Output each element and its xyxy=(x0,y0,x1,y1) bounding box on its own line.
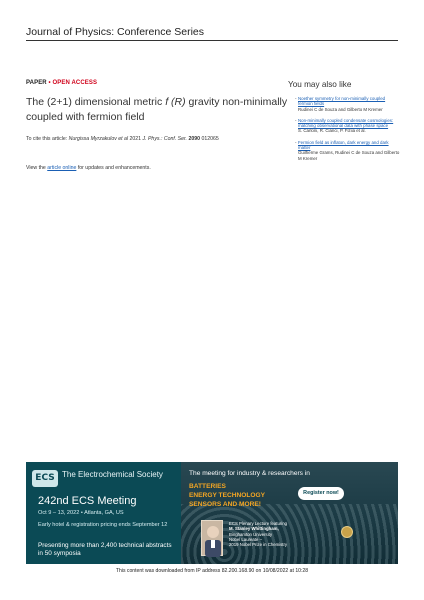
related-article-link[interactable]: - Noether symmetry for non-minimally coupled fermion fields xyxy=(298,96,386,107)
related-article-link[interactable]: - Fermion field as inflaton, dark energy and dark matter xyxy=(298,139,389,151)
cite-prefix: To cite this article: xyxy=(26,136,69,142)
list-item xyxy=(288,140,400,161)
meeting-date: Oct 9 – 13, 2022 • Atlanta, GA, US xyxy=(38,510,124,516)
paper-label: PAPER xyxy=(26,80,47,86)
view-online-line xyxy=(26,165,288,171)
title-part-1: The (2+1) dimensional metric xyxy=(26,96,166,108)
related-article-authors: Guilherme Grams, Rudinei C de Souza and Gilberto M Kremer xyxy=(298,150,400,161)
banner-left-panel xyxy=(26,462,181,564)
society-name xyxy=(62,470,178,479)
article-main xyxy=(26,80,288,171)
plenary-line: Binghamton University xyxy=(229,531,272,537)
related-article-authors: Rudinei C de Souza and Gilberto M Kremer xyxy=(298,106,383,112)
ecs-logo: ECS xyxy=(32,470,58,487)
related-list xyxy=(288,96,400,161)
title-part-2: gravity non-minimally coupled with fermion field xyxy=(26,96,288,123)
download-note: This content was downloaded from IP address 82.200.168.90 on 10/08/2022 at 10:28 xyxy=(115,568,309,574)
plenary-line: Nobel Laureate – xyxy=(229,536,262,542)
journal-name: Journal of Physics: Conference Series xyxy=(26,26,205,38)
ecs-meeting-advertisement[interactable] xyxy=(26,462,398,564)
topic-energy: ENERGY TECHNOLOGY xyxy=(189,492,266,499)
cite-journal: J. Phys.: Conf. Ser. xyxy=(142,136,187,142)
header-divider xyxy=(26,40,398,41)
article-online-link[interactable]: article online xyxy=(47,165,77,171)
industry-tagline: The meeting for industry & researchers in xyxy=(189,470,310,477)
topic-sensors: SENSORS AND MORE! xyxy=(189,501,261,508)
article-type-label xyxy=(26,80,288,86)
view-suffix: for updates and enhancements. xyxy=(76,165,151,171)
article-title xyxy=(26,95,288,125)
plenary-line: 2019 Nobel Prize in Chemistry xyxy=(229,542,288,548)
nobel-medal-icon xyxy=(341,526,353,538)
citation-line xyxy=(26,136,288,142)
plenary-lecture-info xyxy=(229,521,349,547)
banner-right-panel xyxy=(181,462,398,564)
open-access-label: OPEN ACCESS xyxy=(52,80,98,86)
list-item xyxy=(288,118,400,134)
label-separator: • xyxy=(48,80,51,86)
speaker-portrait-icon xyxy=(201,520,223,556)
topic-batteries: BATTERIES xyxy=(189,483,226,490)
title-formula: f (R) xyxy=(165,96,186,108)
cite-authors: Nurgissa Myrzakulov et al xyxy=(68,136,129,142)
speaker-name: M. Stanley Whittingham, xyxy=(229,526,279,532)
cite-article-number: 012065 xyxy=(200,136,219,142)
early-pricing-note: Early hotel & registration pricing ends September 12 xyxy=(38,522,168,528)
society-title: The Electrochemical Society xyxy=(62,470,163,479)
related-articles-sidebar xyxy=(288,80,400,167)
cite-volume: 2090 xyxy=(188,136,200,142)
abstracts-note: Presenting more than 2,400 technical abstracts in 50 symposia xyxy=(38,542,172,557)
cite-year: 2021 xyxy=(128,136,143,142)
plenary-line: ECS Plenary Lecture featuring xyxy=(229,521,288,526)
related-article-authors: S. Carloni, R. Cianci, P. Fiziia et al. xyxy=(298,128,366,134)
view-prefix: View the xyxy=(26,165,48,171)
list-item xyxy=(288,96,400,112)
meeting-title: 242nd ECS Meeting xyxy=(38,495,137,507)
related-article-link[interactable]: - Non-minimally coupled condensate cosmologies: matching observational data with phase space xyxy=(298,117,394,129)
sidebar-heading: You may also like xyxy=(288,80,352,89)
register-button[interactable]: Register now! xyxy=(298,487,344,500)
